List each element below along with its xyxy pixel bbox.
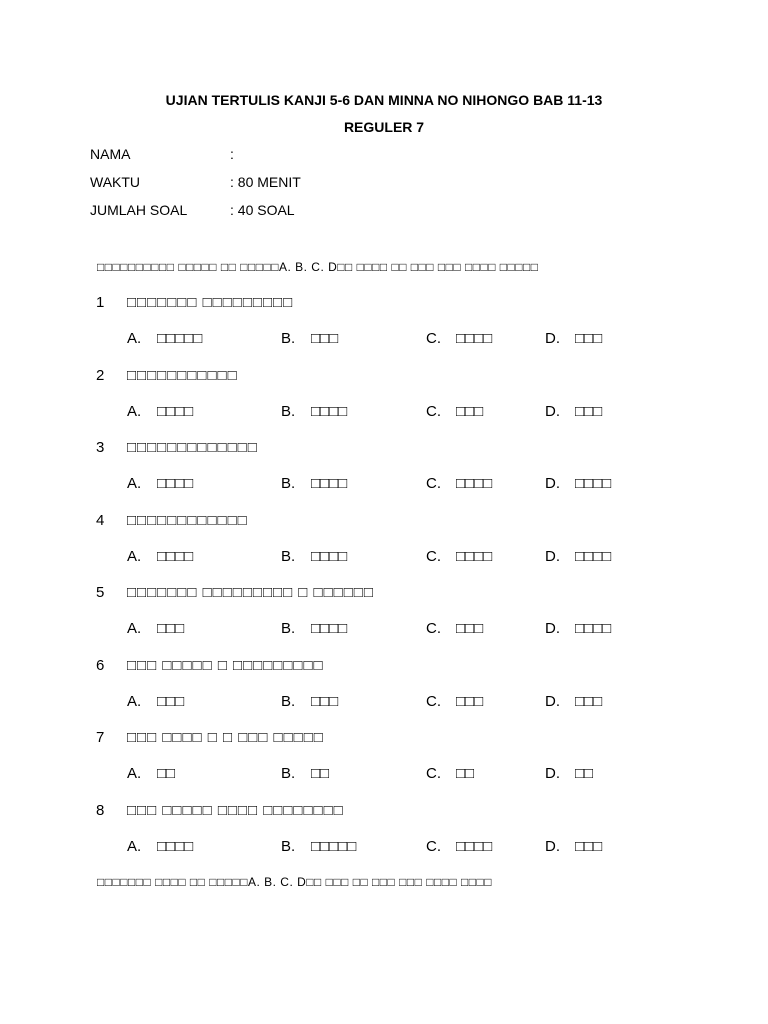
option-text: □□□□	[157, 547, 194, 565]
option-letter: B.	[281, 547, 296, 565]
answer-option	[545, 403, 602, 420]
option-text: □□□□	[157, 837, 194, 855]
option-text: □□	[311, 765, 330, 782]
option-text: □□□	[575, 837, 603, 855]
option-letter: C.	[426, 620, 441, 637]
option-letter: B.	[281, 402, 296, 420]
answer-option	[426, 475, 492, 492]
option-letter: C.	[426, 330, 441, 347]
question-text: □□□ □□□□□ □□□□ □□□□□□□□	[127, 801, 344, 819]
option-letter: B.	[281, 475, 296, 492]
option-text: □□□□	[311, 402, 348, 420]
option-text: □□	[575, 765, 594, 782]
question-text: □□□□□□□ □□□□□□□□□ □ □□□□□□	[127, 584, 374, 601]
option-letter: B.	[281, 765, 296, 782]
answer-option	[127, 475, 193, 492]
option-text: □□□	[157, 692, 185, 710]
option-letter: A.	[127, 330, 142, 347]
instruction-part-1: □□□□□□□□□□ □□□□□ □□ □□□□□A. B. C. D□□ □□□□ □□ □□□ □□□ □□□□ □□□□□	[97, 260, 539, 274]
option-letter: B.	[281, 330, 296, 347]
option-text: □□□	[575, 330, 603, 347]
question-number: 1	[96, 294, 105, 311]
option-text: □□□	[575, 692, 603, 710]
question-text: □□□□□□□□□□□□	[127, 511, 248, 529]
option-text: □□□□	[311, 475, 348, 492]
answer-option	[545, 620, 611, 637]
meta-label-time: WAKTU	[90, 174, 141, 190]
exam-subtitle: REGULER 7	[343, 119, 425, 135]
option-text: □□□□	[456, 475, 493, 492]
answer-option	[127, 765, 175, 782]
option-letter: C.	[426, 402, 441, 420]
meta-label-name: NAMA	[90, 146, 131, 162]
answer-option	[426, 765, 474, 782]
answer-option	[281, 403, 347, 420]
option-text: □□□	[456, 692, 484, 710]
question-text: □□□□□□□□□□□	[127, 366, 238, 384]
option-text: □□□□	[575, 475, 612, 492]
answer-option	[426, 838, 492, 855]
answer-option	[426, 548, 492, 565]
option-text: □□□	[456, 620, 484, 637]
option-letter: C.	[426, 547, 441, 565]
answer-option	[545, 330, 602, 347]
question-number: 2	[96, 366, 105, 384]
answer-option	[426, 403, 483, 420]
option-text: □□□□	[456, 837, 493, 855]
question-number: 6	[96, 656, 105, 674]
answer-option	[281, 838, 356, 855]
option-text: □□□□	[575, 620, 612, 637]
option-letter: D.	[545, 837, 560, 855]
option-letter: B.	[281, 692, 296, 710]
option-text: □□□	[311, 330, 339, 347]
option-letter: D.	[545, 692, 560, 710]
answer-option	[545, 765, 593, 782]
question-text: □□□ □□□□ □ □ □□□ □□□□□	[127, 729, 324, 746]
answer-option	[426, 693, 483, 710]
answer-option	[127, 403, 193, 420]
option-letter: D.	[545, 330, 560, 347]
answer-option	[545, 548, 611, 565]
option-text: □□□	[456, 402, 484, 420]
option-text: □□□	[575, 402, 603, 420]
option-letter: A.	[127, 765, 142, 782]
question-number: 3	[96, 439, 105, 456]
option-letter: A.	[127, 402, 142, 420]
option-letter: B.	[281, 620, 296, 637]
option-text: □□□□	[575, 547, 612, 565]
option-letter: C.	[426, 692, 441, 710]
option-letter: A.	[127, 837, 142, 855]
option-letter: D.	[545, 475, 560, 492]
question-text: □□□□□□□ □□□□□□□□□	[127, 294, 294, 311]
answer-option	[281, 620, 347, 637]
option-text: □□□□	[456, 547, 493, 565]
meta-label-question-count: JUMLAH SOAL	[90, 202, 188, 218]
option-letter: B.	[281, 837, 296, 855]
option-letter: D.	[545, 765, 560, 782]
option-text: □□□□	[157, 402, 194, 420]
answer-option	[426, 330, 492, 347]
answer-option	[127, 330, 202, 347]
option-letter: A.	[127, 547, 142, 565]
answer-option	[545, 838, 602, 855]
option-letter: D.	[545, 620, 560, 637]
option-letter: A.	[127, 475, 142, 492]
option-letter: A.	[127, 620, 142, 637]
option-letter: C.	[426, 765, 441, 782]
option-letter: C.	[426, 837, 441, 855]
answer-option	[127, 693, 184, 710]
option-text: □□□	[311, 692, 339, 710]
option-text: □□□	[157, 620, 185, 637]
option-text: □□□□	[456, 330, 493, 347]
option-letter: D.	[545, 402, 560, 420]
meta-value-question-count: : 40 SOAL	[230, 202, 295, 218]
question-number: 5	[96, 584, 105, 601]
question-text: □□□□□□□□□□□□□	[127, 439, 258, 456]
option-text: □□□□	[157, 475, 194, 492]
answer-option	[281, 330, 338, 347]
instruction-part-2: □□□□□□□ □□□□ □□ □□□□□A. B. C. D□□ □□□ □□ □□□ □□□ □□□□ □□□□	[97, 875, 493, 889]
answer-option	[127, 838, 193, 855]
answer-option	[426, 620, 483, 637]
option-letter: D.	[545, 547, 560, 565]
answer-option	[127, 620, 184, 637]
option-text: □□□□□	[311, 837, 357, 855]
question-number: 8	[96, 801, 105, 819]
answer-option	[545, 693, 602, 710]
option-text: □□□□□	[157, 330, 203, 347]
meta-value-name: :	[230, 146, 234, 162]
option-letter: A.	[127, 692, 142, 710]
question-number: 4	[96, 511, 105, 529]
answer-option	[281, 693, 338, 710]
exam-title: UJIAN TERTULIS KANJI 5-6 DAN MINNA NO NIHONGO BAB 11-13	[165, 92, 603, 108]
answer-option	[127, 548, 193, 565]
option-text: □□□□	[311, 620, 348, 637]
meta-value-time: : 80 MENIT	[230, 174, 301, 190]
option-letter: C.	[426, 475, 441, 492]
answer-option	[281, 475, 347, 492]
option-text: □□	[456, 765, 475, 782]
answer-option	[281, 765, 329, 782]
answer-option	[281, 548, 347, 565]
answer-option	[545, 475, 611, 492]
option-text: □□□□	[311, 547, 348, 565]
option-text: □□	[157, 765, 176, 782]
question-text: □□□ □□□□□ □ □□□□□□□□□	[127, 656, 324, 674]
question-number: 7	[96, 729, 105, 746]
